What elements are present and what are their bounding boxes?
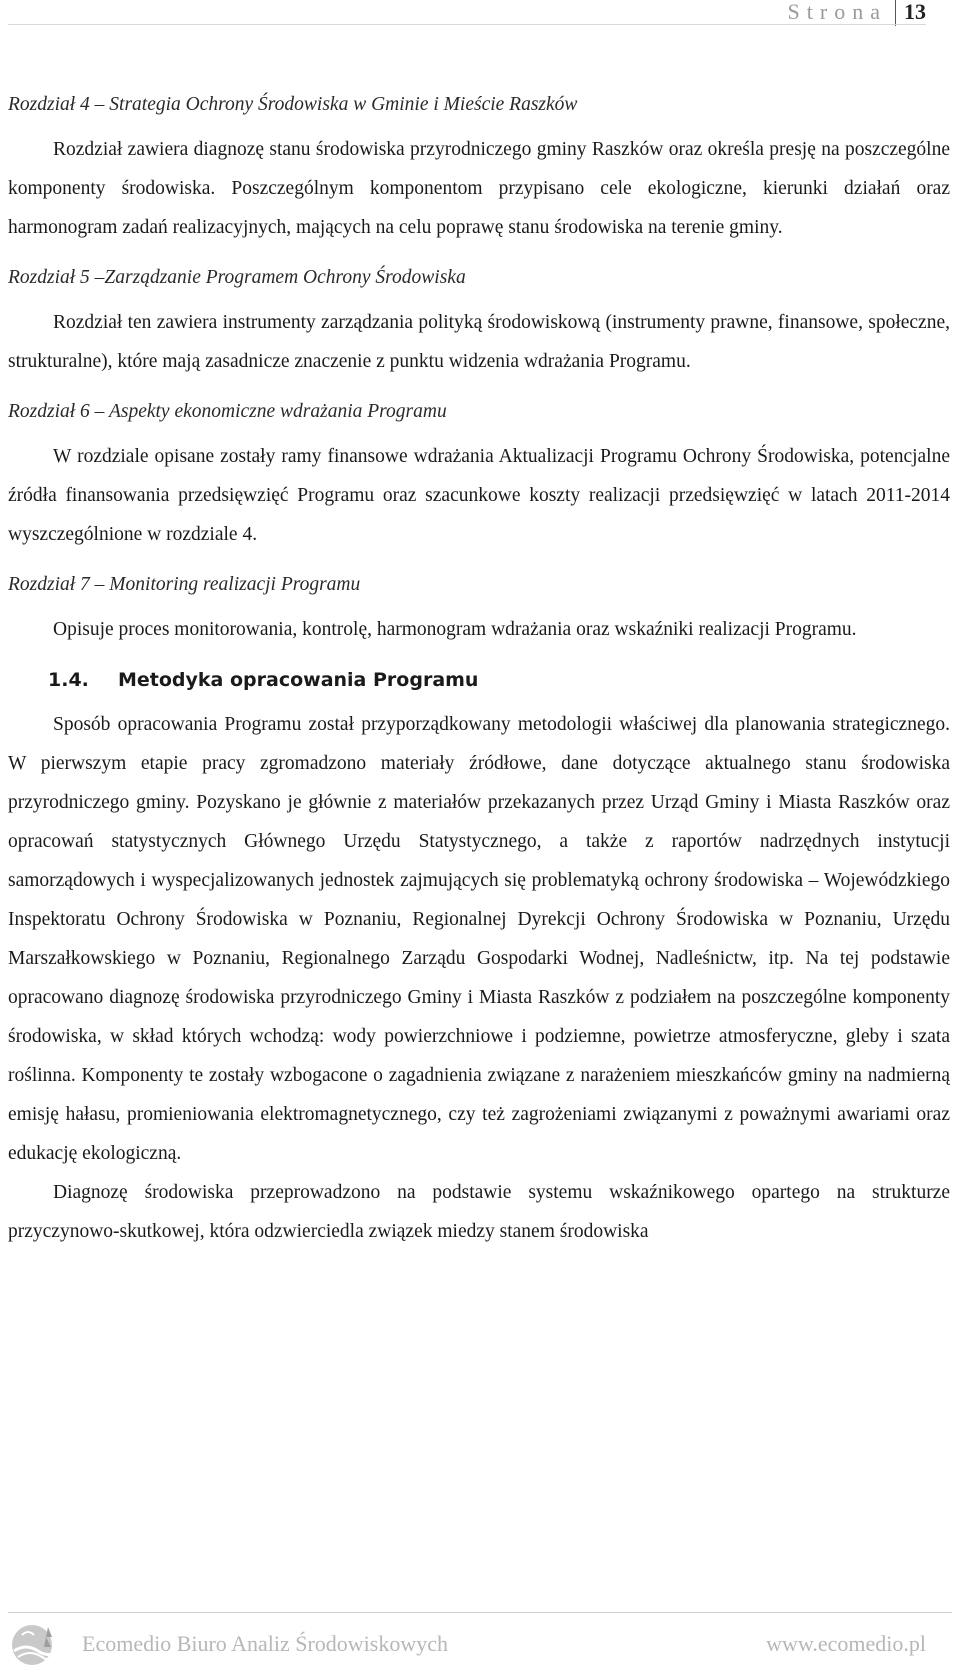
chapter-4-description: Rozdział zawiera diagnozę stanu środowiska przyrodniczego gminy Raszków oraz określa presję na poszczególne komponenty środowiska. Poszczególnym komponentom przypisano cele ekologiczne, kierunki działań oraz harmonogram zadań realizacyjnych, mających na celu poprawę stanu środowiska na terenie gminy. [8,139,950,238]
section-heading [8,665,950,695]
page-label: Strona [787,0,887,24]
header-divider [895,0,896,26]
chapter-7-title: Rozdział 7 – Monitoring realizacji Programu [8,574,361,595]
chapter-6-description: W rozdziale opisane zostały ramy finansowe wdrażania Aktualizacji Programu Ochrony Środowiska, potencjalne źródła finansowania przedsięwzięć Programu oraz szacunkowe koszty realizacji przedsięwzięć w latach 2011-2014 wyszczególnione w rozdziale 4. [8,446,950,545]
chapter-5-title: Rozdział 5 –Zarządzanie Programem Ochrony Środowiska [8,267,466,288]
footer-url[interactable]: www.ecomedio.pl [766,1631,926,1656]
section-number: 1.4. [48,669,89,691]
chapter-5-description: Rozdział ten zawiera instrumenty zarządzania polityką środowiskową (instrumenty prawne, finansowe, społeczne, strukturalne), które mają zasadnicze znaczenie z punktu widzenia wdrażania Programu. [8,312,950,372]
page-header [788,0,926,26]
header-rule [8,24,926,25]
page-number: 13 [904,0,926,24]
document-body [8,90,950,1251]
methodology-paragraph-1: Sposób opracowania Programu został przyporządkowany metodologii właściwej dla planowania strategicznego. W pierwszym etapie pracy zgromadzono materiały źródłowe, dane dotyczące aktualnego stanu środowiska przyrodniczego gminy. Pozyskano je głównie z materiałów przekazanych przez Urząd Gminy i Miasta Raszków oraz opracowań statystycznych Głównego Urzędu Statystycznego, a także z raportów nadrzędnych instytucji samorządowych i wyspecjalizowanych jednostek zajmujących się problematyką ochrony środowiska – Wojewódzkiego Inspektoratu Ochrony Środowiska w Poznaniu, Regionalnej Dyrekcji Ochrony Środowiska w Poznaniu, Urzędu Marszałkowskiego w Poznaniu, Regionalnego Zarządu Gospodarki Wodnej, Nadleśnictw, itp. Na tej podstawie opracowano diagnozę środowiska przyrodniczego Gminy i Miasta Raszków z podziałem na poszczególne komponenty środowiska, w skład których wchodzą: wody powierzchniowe i podziemne, powietrze atmosferyczne, gleby i szata roślinna. Komponenty te zostały wzbogacone o zagadnienia związane z narażeniem mieszkańców gminy na nadmierną emisję hałasu, promieniowania elektromagnetycznego, czy też zagrożeniami związanymi z poważnymi awariami oraz edukację ekologiczną. [8,714,950,1164]
page-footer [8,1620,926,1668]
ecomedio-logo-icon [8,1621,70,1667]
chapter-7-description: Opisuje proces monitorowania, kontrolę, harmonogram wdrażania oraz wskaźniki realizacji Programu. [53,619,857,640]
methodology-paragraph-2: Diagnozę środowiska przeprowadzono na podstawie systemu wskaźnikowego opartego na strukturze przyczynowo-skutkowej, która odzwierciedla związek miedzy stanem środowiska [8,1182,950,1242]
chapter-6-title: Rozdział 6 – Aspekty ekonomiczne wdrażania Programu [8,401,447,422]
footer-rule [8,1612,952,1613]
footer-company: Ecomedio Biuro Analiz Środowiskowych [82,1631,449,1656]
section-title: Metodyka opracowania Programu [118,669,479,691]
chapter-4-title: Rozdział 4 – Strategia Ochrony Środowiska w Gminie i Mieście Raszków [8,94,578,115]
